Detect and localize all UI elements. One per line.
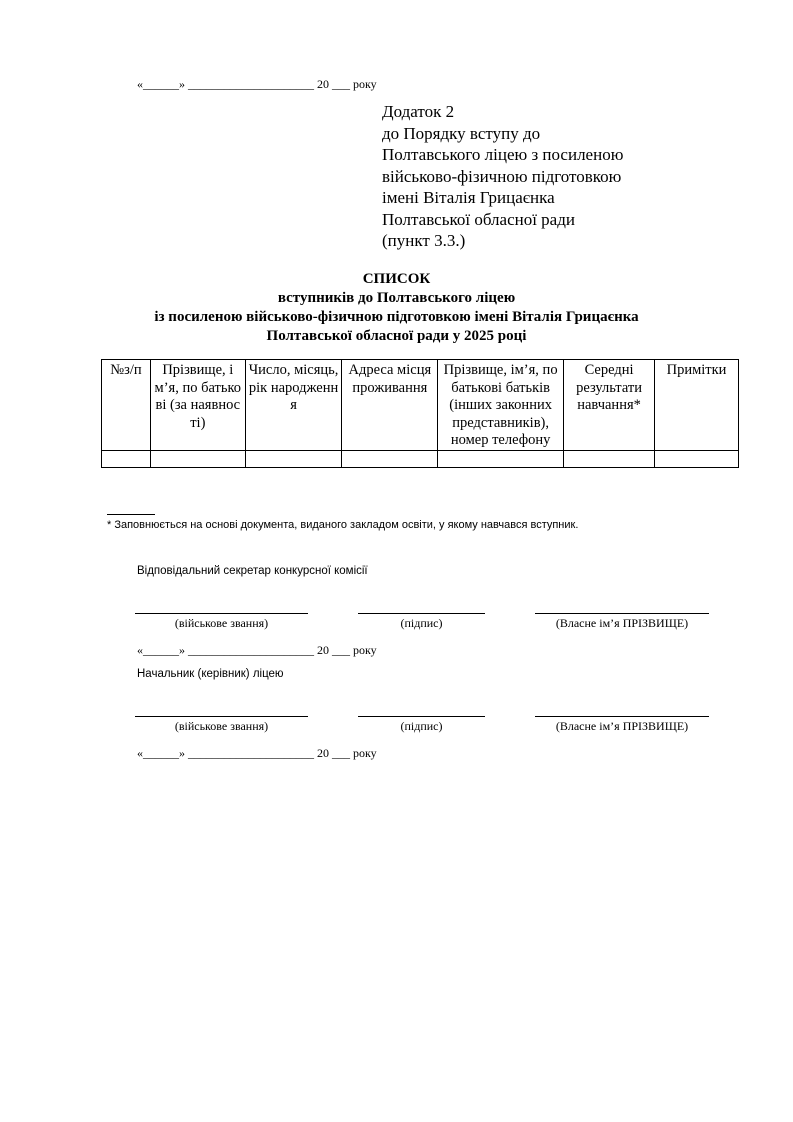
head-rank-line[interactable] xyxy=(135,716,308,717)
secretary-signature-caption: (підпис) xyxy=(400,616,443,630)
secretary-signature-line[interactable] xyxy=(358,613,485,614)
table-cell[interactable] xyxy=(102,450,151,467)
head-signature-caption: (підпис) xyxy=(400,719,443,733)
annex-line: Додаток 2 xyxy=(382,102,455,121)
secretary-name-line[interactable] xyxy=(535,613,709,614)
annex-line: до Порядку вступу до xyxy=(382,123,541,143)
head-name-line[interactable] xyxy=(535,716,709,717)
annex-line: імені Віталія Грицаєнка xyxy=(382,188,555,207)
title-heading: СПИСОК xyxy=(362,271,431,287)
title-line-1: вступників до Полтавського ліцею xyxy=(277,290,516,306)
col-address: Адреса місця проживання xyxy=(342,360,438,451)
head-title: Начальник (керівник) ліцею xyxy=(137,668,284,680)
top-date-line: «______» _____________________ 20 ___ року xyxy=(137,77,377,91)
annex-line: Полтавського ліцею з посиленою xyxy=(382,145,624,164)
title-line-2: із посиленою військово-фізичною підготовкою імені Віталія Грицаєнка xyxy=(154,309,639,325)
table-cell[interactable] xyxy=(342,450,438,467)
table-cell[interactable] xyxy=(655,450,739,467)
col-number: №з/п xyxy=(102,360,151,451)
annex-line: Полтавської обласної ради xyxy=(382,209,575,229)
secretary-date-line: «______» _____________________ 20 ___ року xyxy=(137,643,377,657)
col-birth-date: Число, місяць, рік народження xyxy=(245,360,342,451)
col-notes: Примітки xyxy=(655,360,739,451)
col-average-results: Середні результати навчання* xyxy=(564,360,655,451)
annex-line: військово-фізичною підготовкою xyxy=(382,166,622,186)
head-date-line: «______» _____________________ 20 ___ року xyxy=(137,746,377,760)
secretary-name-caption: (Власне ім’я ПРІЗВИЩЕ) xyxy=(555,616,689,630)
footnote-divider xyxy=(107,514,155,515)
table-cell[interactable] xyxy=(438,450,564,467)
secretary-rank-line[interactable] xyxy=(135,613,308,614)
applicants-table xyxy=(101,359,739,468)
head-name-caption: (Власне ім’я ПРІЗВИЩЕ) xyxy=(555,719,689,733)
col-parents: Прізвище, ім’я, по батькові батьків (інших законних представників), номер телефону xyxy=(438,360,564,451)
footnote: * Заповнюється на основі документа, виданого закладом освіти, у якому навчався вступник. xyxy=(107,519,579,531)
secretary-rank-caption: (військове звання) xyxy=(174,616,269,630)
col-full-name: Прізвище, ім’я, по батькові (за наявності) xyxy=(150,360,245,451)
table-cell[interactable] xyxy=(245,450,342,467)
title-line-3: Полтавської обласної ради у 2025 році xyxy=(266,328,527,344)
head-rank-caption: (військове звання) xyxy=(174,719,269,733)
document-title xyxy=(0,270,793,346)
table-header-row xyxy=(102,360,739,451)
head-signature-line[interactable] xyxy=(358,716,485,717)
secretary-title: Відповідальний секретар конкурсної комісії xyxy=(137,565,368,577)
table-cell[interactable] xyxy=(564,450,655,467)
annex-block xyxy=(382,101,623,252)
annex-line: (пункт 3.3.) xyxy=(382,231,466,250)
table-cell[interactable] xyxy=(150,450,245,467)
table-row xyxy=(102,450,739,467)
